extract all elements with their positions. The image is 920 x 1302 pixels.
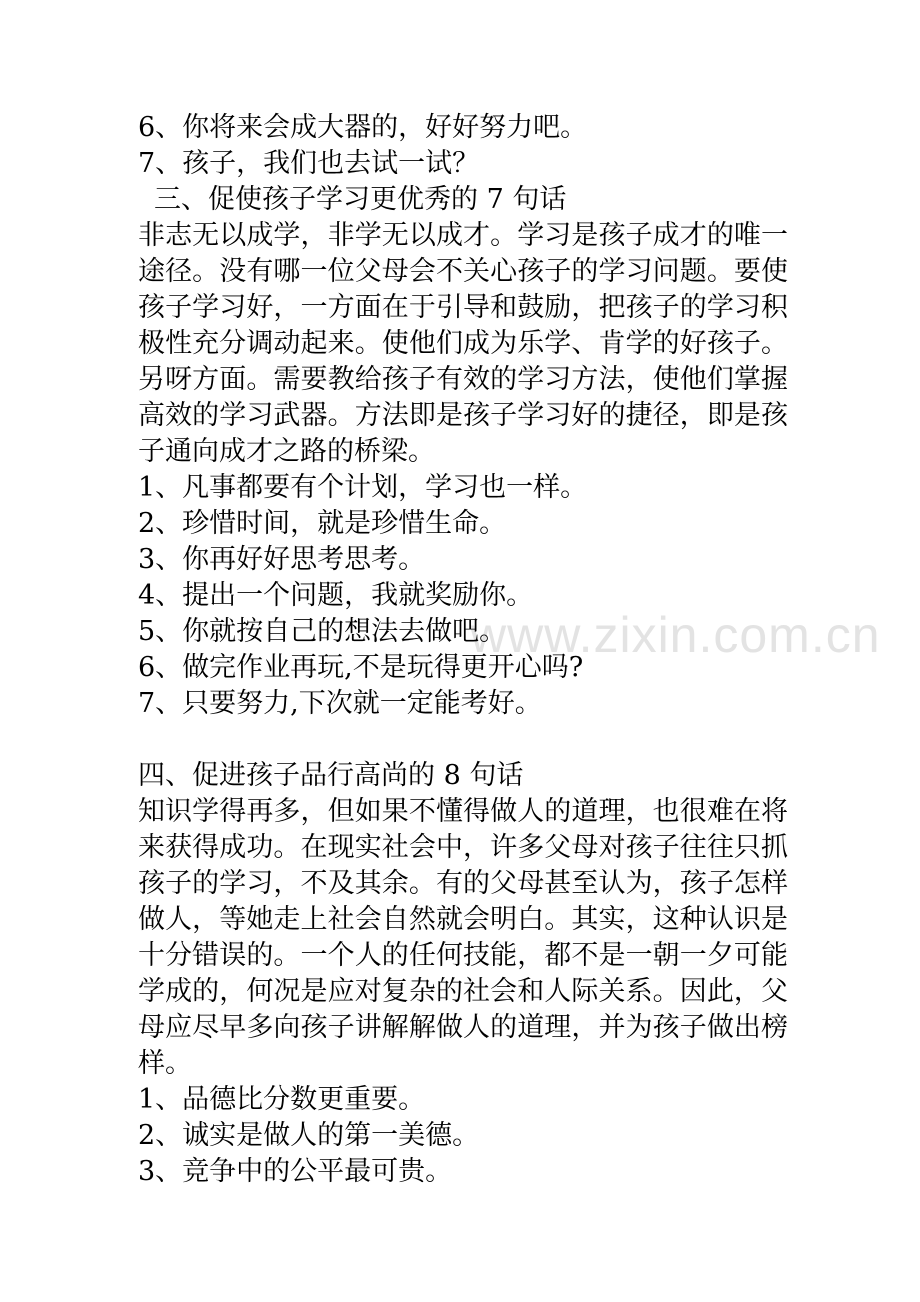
list-item: 1、凡事都要有个计划，学习也一样。 xyxy=(138,472,588,503)
list-item: 2、珍惜时间，就是珍惜生命。 xyxy=(138,508,507,539)
section-heading: 四、促进孩子品行高尚的 8 句话 xyxy=(138,760,524,791)
list-item: 2、诚实是做人的第一美德。 xyxy=(138,1120,480,1151)
document-body xyxy=(138,110,788,1190)
list-item: 6、你将来会成大器的，好好努力吧。 xyxy=(138,112,588,143)
list-item: 7、只要努力,下次就一定能考好。 xyxy=(138,688,542,719)
watermark: www.zixin.com.cn xyxy=(470,607,881,663)
list-item: 4、提出一个问题，我就奖励你。 xyxy=(138,580,534,611)
section-paragraph: 非志无以成学，非学无以成才。学习是孩子成才的唯一途径。没有哪一位父母会不关心孩子的学习问题。要使孩子学习好，一方面在于引导和鼓励，把孩子的学习积极性充分调动起来。使他们成为乐学、肯学的好孩子。另呀方面。需要教给孩子有效的学习方法，使他们掌握高效的学习武器。方法即是孩子学习好的捷径，即是孩子通向成才之路的桥梁。 xyxy=(138,220,788,467)
list-item: 7、孩子，我们也去试一试？ xyxy=(138,148,480,179)
list-item: 3、竞争中的公平最可贵。 xyxy=(138,1156,453,1187)
blank-line xyxy=(138,722,788,758)
list-item: 3、你再好好思考思考。 xyxy=(138,544,426,575)
section-paragraph: 知识学得再多，但如果不懂得做人的道理，也很难在将来获得成功。在现实社会中，许多父母对孩子往往只抓孩子的学习，不及其余。有的父母甚至认为，孩子怎样做人，等她走上社会自然就会明白。其实，这种认识是十分错误的。一个人的任何技能，都不是一朝一夕可能学成的，何况是应对复杂的社会和人际关系。因此，父母应尽早多向孩子讲解解做人的道理，并为孩子做出榜样。 xyxy=(138,796,788,1079)
list-item: 5、你就按自己的想法去做吧。 xyxy=(138,616,507,647)
list-item: 6、做完作业再玩,不是玩得更开心吗? xyxy=(138,652,584,683)
list-item: 1、品德比分数更重要。 xyxy=(138,1084,426,1115)
section-heading: 三、促使孩子学习更优秀的 7 句话 xyxy=(154,184,567,215)
